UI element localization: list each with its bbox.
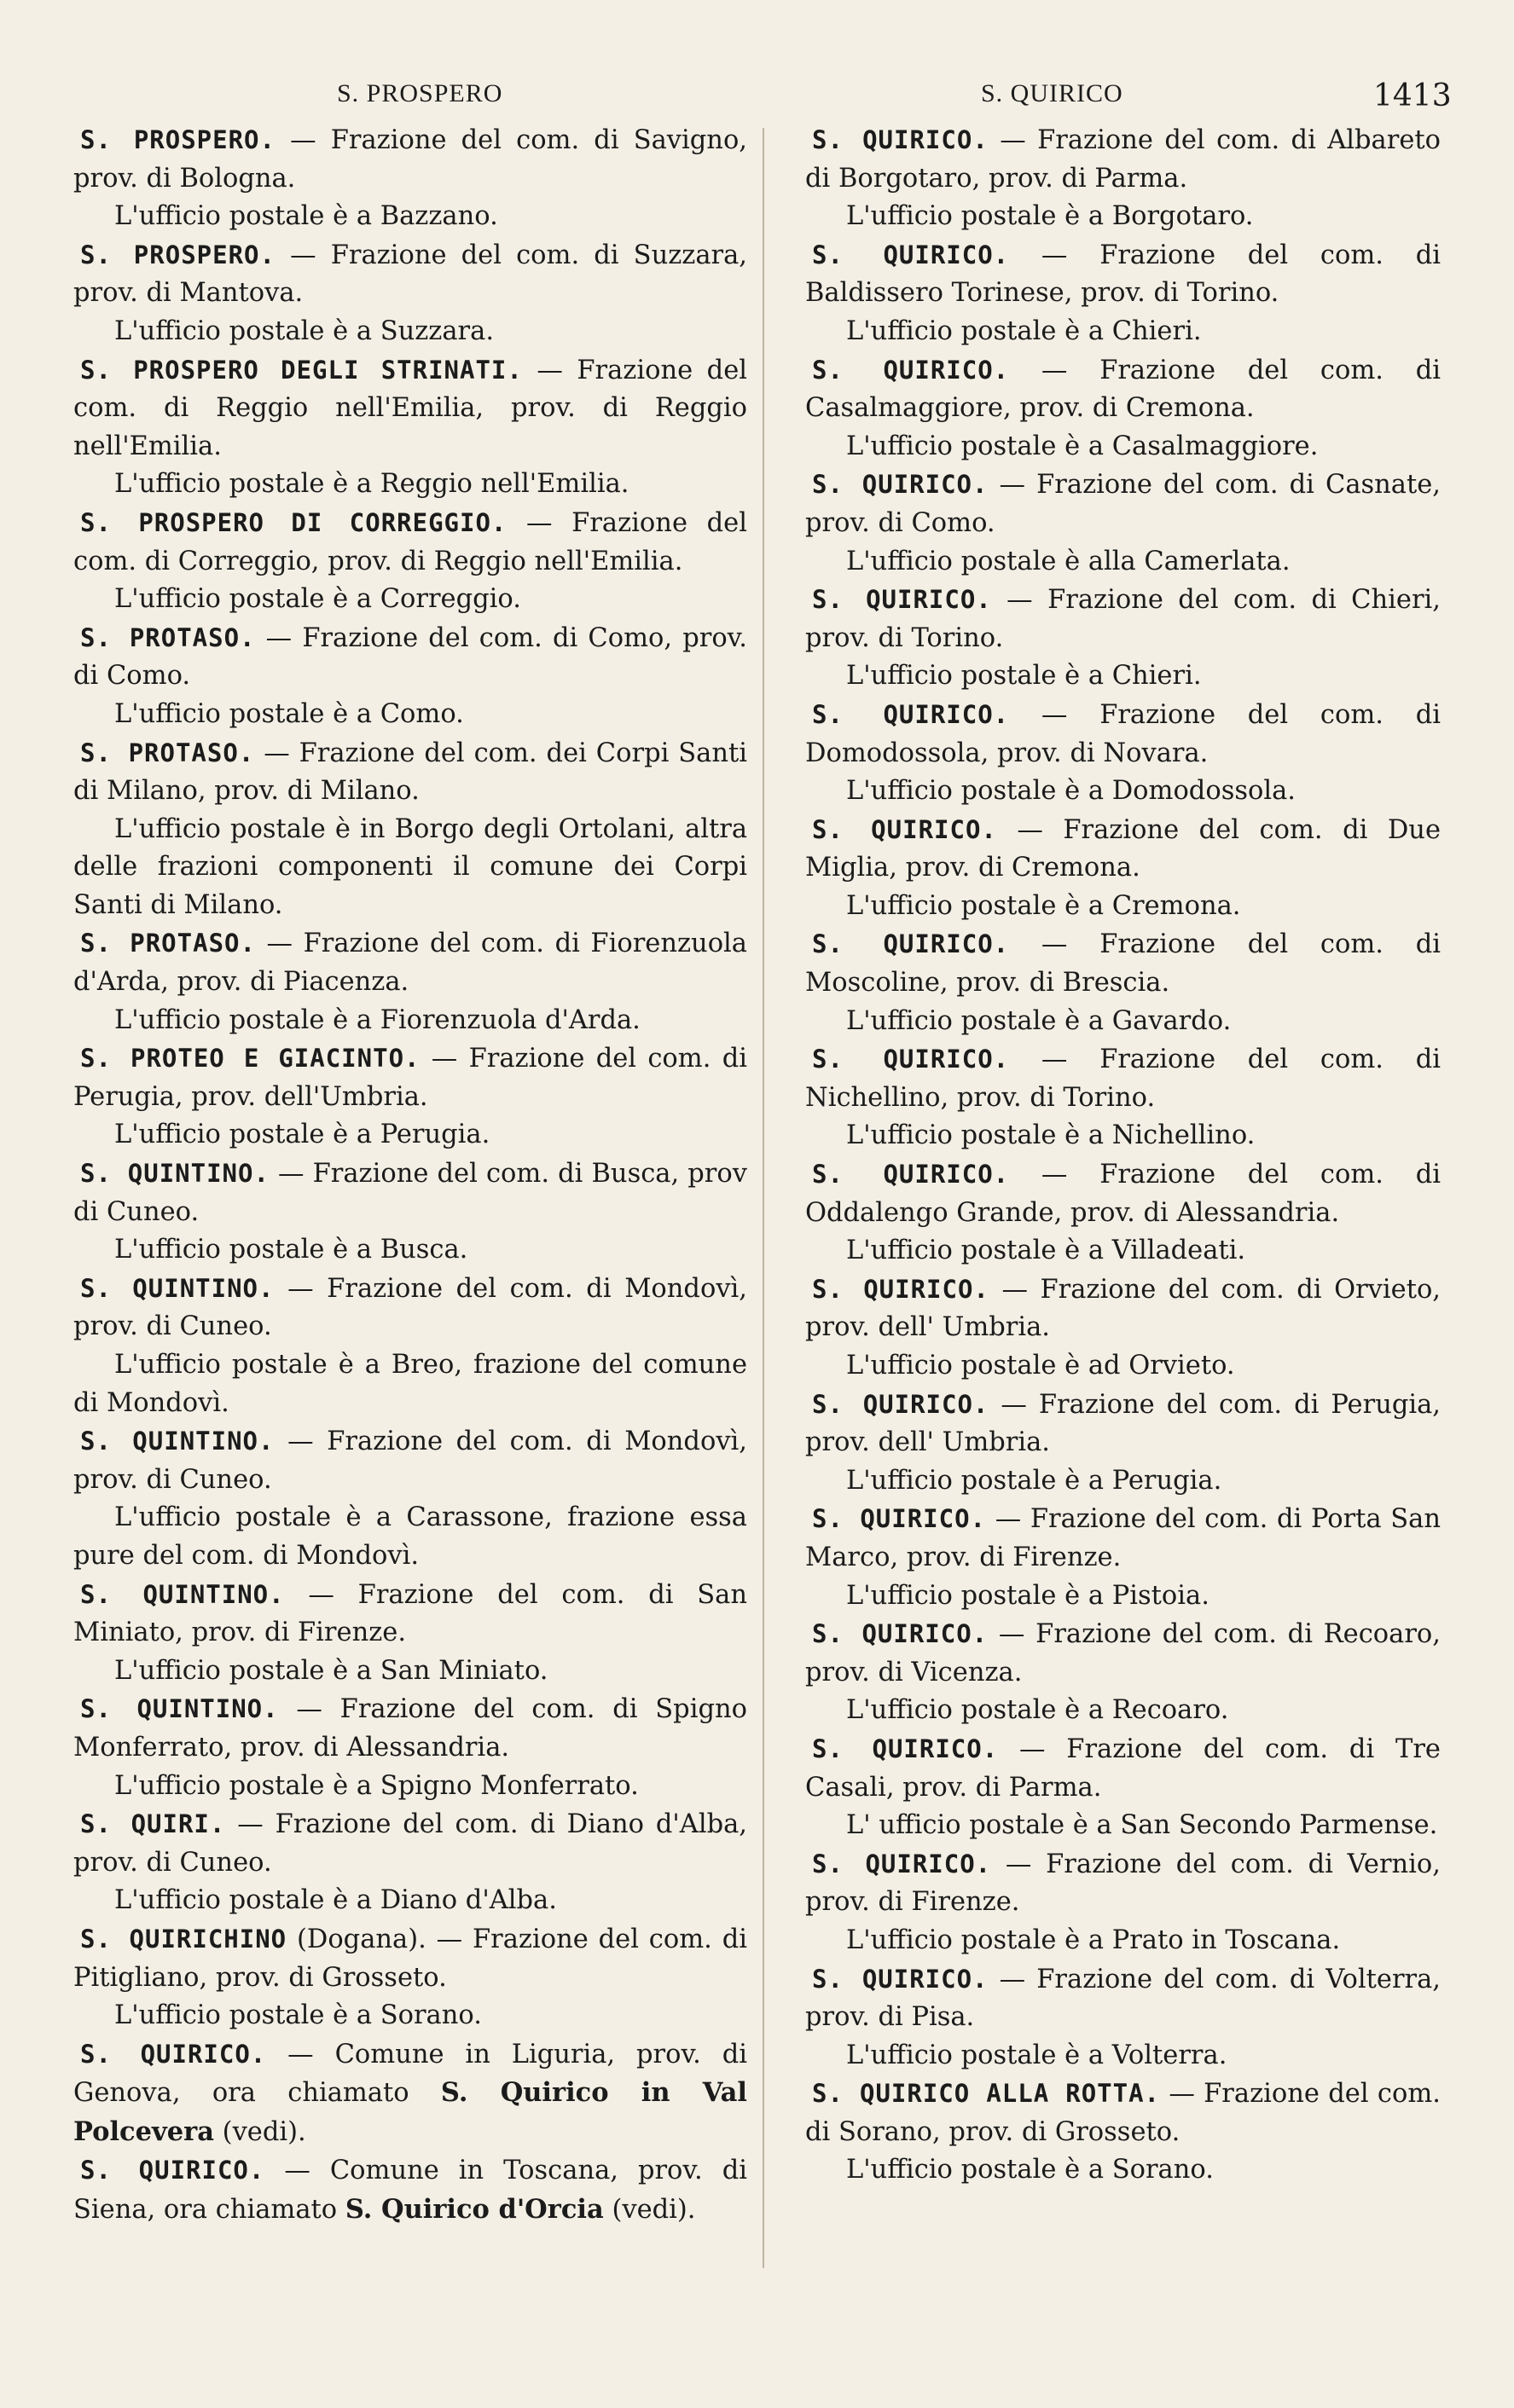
entry-description [805,1730,1441,1807]
gazetteer-entry [73,1920,747,2035]
entry-text: (Dogana). — Frazione del com. di Pitigliano, prov. di Grosseto. [73,1924,747,1993]
gazetteer-entry [73,2035,747,2152]
entry-headword: S. PROTASO. [80,738,255,767]
running-header-left [337,78,502,123]
entry-post-office: L'ufficio postale è a Sorano. [846,2155,1214,2185]
entry-text: — Frazione del com. di Casnate, prov. di Como. [805,470,1441,538]
gazetteer-entry [805,121,1441,236]
entry-post-office: L'ufficio postale è a Chieri. [846,315,1202,346]
entry-post-office: L'ufficio postale è a Carassone, frazione essa pure del com. di Mondovì. [73,1502,747,1571]
header-middle-text: S. QUIRICO [981,79,1123,107]
gazetteer-entry [805,2075,1441,2190]
entry-description [805,1155,1441,1232]
entry-description [73,1690,747,1767]
entry-text: — Frazione del com. dei Corpi Santi di Milano, prov. di Milano. [73,738,747,807]
entry-description [73,1155,747,1231]
gazetteer-entry [805,1845,1441,1960]
entry-post-office: L'ufficio postale è a Domodossola. [846,776,1296,807]
column-divider [763,128,764,2268]
gazetteer-entry [805,351,1441,466]
entry-text: — Frazione del com. di Baldissero Torinese, prov. di Torino. [805,240,1441,309]
entry-headword: S. PROSPERO DEGLI STRINATI. [80,355,523,385]
entry-text: — Frazione del com. di Moscoline, prov. di Brescia. [805,929,1441,999]
entry-post-office: L'ufficio postale è a Pistoia. [846,1580,1209,1611]
entry-text: — Frazione del com. di Volterra, prov. di Pisa. [805,1964,1441,2033]
entry-description [805,2075,1441,2151]
gazetteer-entry [73,121,747,236]
gazetteer-entry [73,1690,747,1805]
entry-headword: S. QUIRICO. [812,470,989,500]
entry-headword: S. QUIRICO ALLA ROTTA. [812,2079,1160,2109]
entry-description [805,1845,1441,1922]
entry-headword: S. PROSPERO. [80,125,276,154]
entry-headword: S. QUIRICHINO [80,1924,287,1954]
entry-text: — Frazione del com. di Casalmaggiore, prov. di Cremona. [805,355,1441,424]
entry-cross-reference: S. Quirico d'Orcia [345,2194,604,2226]
entry-post-office: L'ufficio postale è in Borgo degli Ortolani, altra delle frazioni componenti il comune dei Corpi Santi di Milano. [73,813,747,920]
gazetteer-entry [73,734,747,925]
entry-text: — Frazione del com. di Chieri, prov. di Torino. [805,585,1441,653]
entry-post-office: L'ufficio postale è a Fiorenzuola d'Arda. [114,1004,641,1035]
entry-post-office: L'ufficio postale è a Bazzano. [114,201,498,232]
entry-post-office: L'ufficio postale è a Gavardo. [846,1005,1232,1036]
entry-text: — Frazione del com. di Mondovì, prov. di Cuneo. [73,1427,747,1495]
entry-post-office: L'ufficio postale è a Suzzara. [114,315,495,346]
entry-text: — Frazione del com. di Fiorenzuola d'Arda, prov. di Piacenza. [73,929,747,998]
entry-headword: S. QUINTINO. [80,1694,279,1724]
entry-text: — Frazione del com. di Spigno Monferrato, prov. di Alessandria. [73,1694,747,1763]
entry-headword: S. QUIRICO. [812,1389,989,1419]
entry-text: — Frazione del com. di Domodossola, prov. di Novara. [805,699,1441,768]
entry-post-office: L'ufficio postale è a Como. [114,698,464,729]
gazetteer-entry [805,1500,1441,1615]
entry-description [805,121,1441,198]
entry-text: — Frazione del com. di San Miniato, prov. di Firenze. [73,1579,747,1648]
entry-description [73,1270,747,1346]
entry-headword: S. QUIRICO. [812,585,992,615]
gazetteer-entry [73,1155,747,1270]
entry-post-office: L'ufficio postale è a Reggio nell'Emilia. [114,469,629,500]
gazetteer-entry [805,581,1441,696]
entry-text: — Frazione del com. di Correggio, prov. di Reggio nell'Emilia. [73,507,747,576]
gazetteer-entry [73,504,747,619]
gazetteer-entry [805,1960,1441,2075]
entry-headword: S. QUIRICO. [812,1619,989,1649]
entry-description [805,466,1441,542]
entry-description [805,811,1441,888]
entry-post-office: L'ufficio postale è a Casalmaggiore. [846,431,1319,461]
entry-description [805,581,1441,657]
entry-text: — Frazione del com. di Vernio, prov. di Firenze. [805,1849,1441,1918]
running-header-middle [981,78,1123,123]
entry-description [73,236,747,313]
entry-post-office: L'ufficio postale è a Correggio. [114,584,521,615]
entry-post-office: L'ufficio postale è a Villadeati. [846,1236,1246,1266]
entry-headword: S. QUIRICO. [812,1964,989,1994]
gazetteer-entry [805,1386,1441,1501]
entry-description [73,1576,747,1653]
gazetteer-entry [805,811,1441,926]
entry-text: — Frazione del com. di Como, prov. di Como. [73,622,747,692]
entry-text: — Frazione del com. di Due Miglia, prov. di Cremona. [805,814,1441,883]
gazetteer-entry [805,1615,1441,1730]
entry-post-office: L'ufficio postale è a Spigno Monferrato. [114,1770,639,1801]
gazetteer-entry [805,236,1441,351]
entry-text: — Frazione del com. di Reggio nell'Emilia, prov. di Reggio nell'Emilia. [73,355,747,461]
gazetteer-entry [805,1040,1441,1155]
entry-text: — Frazione del com. di Savigno, prov. di Bologna. [73,125,747,194]
entry-post-office: L'ufficio postale è a Recoaro. [846,1695,1229,1726]
entry-description [805,1960,1441,2037]
entry-headword: S. QUIRICO. [812,240,1010,269]
entry-description [805,1615,1441,1692]
entry-text: — Comune in Liguria, prov. di Genova, ora chiamato [73,2039,747,2109]
entry-post-office: L'ufficio postale è a Borgotaro. [846,201,1254,232]
entry-description [805,696,1441,773]
gazetteer-entry [73,1576,747,1691]
entry-headword: S. QUINTINO. [80,1427,275,1456]
entry-post-office: L'ufficio postale è a Perugia. [114,1120,490,1150]
entry-description [73,2035,747,2152]
entry-text: — Frazione del com. di Tre Casali, prov. di Parma. [805,1734,1441,1803]
entry-headword: S. PROTASO. [80,622,256,652]
entry-headword: S. QUIRICO. [812,929,1010,959]
entry-text: — Frazione del com. di Recoaro, prov. di Vicenza. [805,1619,1441,1687]
entry-headword: S. QUIRICO. [812,355,1010,385]
entry-text: — Frazione del com. di Porta San Marco, prov. di Firenze. [805,1504,1441,1572]
entry-text: — Frazione del com. di Busca, prov di Cuneo. [73,1159,747,1227]
entry-post-office: L'ufficio postale è a Busca. [114,1235,468,1265]
entry-post-office: L'ufficio postale è a Diano d'Alba. [114,1885,557,1916]
entry-text: — Frazione del com. di Suzzara, prov. di Mantova. [73,240,748,309]
header-left-text: S. PROSPERO [337,79,503,107]
entry-headword: S. QUIRICO. [812,1045,1010,1074]
entry-post-office: L' ufficio postale è a San Secondo Parmense. [846,1810,1438,1841]
gazetteer-entry [73,1805,747,1920]
entry-text: — Frazione del com. di Albareto di Borgotaro, prov. di Parma. [805,125,1441,194]
entry-headword: S. QUIRICO. [80,2039,267,2069]
entry-description [73,924,747,1001]
entry-post-office: L'ufficio postale è a Breo, frazione del comune di Mondovì. [73,1350,747,1418]
right-column [805,121,1441,2190]
gazetteer-entry [73,236,747,351]
entry-post-office: L'ufficio postale è a Prato in Toscana. [846,1925,1341,1955]
entry-description [73,1805,747,1882]
entry-text: — Frazione del com. di Perugia, prov. dell' Umbria. [805,1389,1441,1458]
entry-text: — Frazione del com. di Nichellino, prov. di Torino. [805,1045,1441,1113]
entry-description [805,925,1441,1002]
entry-description [805,351,1441,428]
entry-description [73,1920,747,1997]
entry-post-office: L'ufficio postale è ad Orvieto. [846,1351,1235,1381]
page-number-text: 1413 [1373,78,1452,113]
entry-post-office: L'ufficio postale è a Nichellino. [846,1120,1256,1151]
entry-text: — Frazione del com. di Diano d'Alba, prov. di Cuneo. [73,1809,747,1878]
entry-post-office: L'ufficio postale è a Perugia. [846,1465,1222,1496]
entry-headword: S. QUIRICO. [812,1849,992,1878]
entry-description [805,1040,1441,1117]
gazetteer-entry [805,1155,1441,1271]
gazetteer-entry [73,2151,747,2229]
entry-description [805,1271,1441,1347]
entry-tail: (vedi). [603,2195,696,2226]
entry-headword: S. QUIRICO. [812,1274,989,1304]
entry-headword: S. QUINTINO. [80,1159,270,1189]
entry-headword: S. QUIRICO. [80,2156,265,2185]
entry-post-office: L'ufficio postale è a San Miniato. [114,1655,548,1686]
entry-description [73,2151,747,2229]
entry-headword: S. QUIRICO. [812,125,989,154]
gazetteer-entry [73,1270,747,1422]
entry-post-office: L'ufficio postale è alla Camerlata. [846,546,1291,576]
entry-headword: S. QUINTINO. [80,1273,275,1303]
page-number [1373,78,1452,123]
entry-headword: S. QUIRICO. [812,699,1010,729]
entry-tail: (vedi). [213,2116,306,2147]
gazetteer-entry [73,1039,747,1155]
entry-text: — Frazione del com. di Perugia, prov. dell'Umbria. [73,1044,747,1112]
entry-description [73,1422,747,1499]
entry-headword: S. QUIRICO. [812,1160,1010,1190]
entry-description [73,1039,747,1116]
entry-headword: S. PROTEO E GIACINTO. [80,1044,421,1074]
entry-post-office: L'ufficio postale è a Cremona. [846,890,1241,921]
gazetteer-entry [73,924,747,1039]
entry-headword: S. PROSPERO. [80,240,276,269]
entry-text: — Frazione del com. di Sorano, prov. di Grosseto. [805,2079,1441,2147]
entry-text: — Comune in Toscana, prov. di Siena, ora chiamato [73,2156,747,2226]
gazetteer-entry [73,1422,747,1575]
entry-headword: S. QUINTINO. [80,1579,285,1609]
entry-description [73,734,747,811]
left-column [73,121,747,2230]
entry-headword: S. QUIRICO. [812,1504,987,1534]
gazetteer-entry [805,696,1441,811]
entry-text: — Frazione del com. di Oddalengo Grande, prov. di Alessandria. [805,1160,1441,1228]
gazetteer-entry [73,351,747,504]
entry-description [73,121,747,198]
entry-post-office: L'ufficio postale è a Chieri. [846,661,1202,692]
entry-headword: S. QUIRICO. [812,814,997,844]
entry-description [805,236,1441,313]
entry-headword: S. PROTASO. [80,929,256,958]
entry-post-office: L'ufficio postale è a Volterra. [846,2040,1227,2070]
entry-headword: S. QUIRI. [80,1809,226,1839]
gazetteer-entry [805,1271,1441,1386]
gazetteer-entry [805,925,1441,1040]
entry-description [73,351,747,466]
gazetteer-entry [805,1730,1441,1845]
entry-headword: S. PROSPERO DI CORREGGIO. [80,507,508,537]
entry-description [73,619,747,696]
entry-text: — Frazione del com. di Mondovì, prov. di Cuneo. [73,1273,747,1342]
entry-description [805,1386,1441,1462]
gazetteer-entry [805,466,1441,581]
entry-description [73,504,747,581]
entry-cross-reference: S. Quirico in Val Polcevera [73,2077,747,2147]
entry-description [805,1500,1441,1577]
gazetteer-entry [73,619,747,734]
entry-text: — Frazione del com. di Orvieto, prov. dell' Umbria. [805,1274,1441,1343]
entry-post-office: L'ufficio postale è a Sorano. [114,2000,482,2031]
entry-headword: S. QUIRICO. [812,1734,999,1763]
